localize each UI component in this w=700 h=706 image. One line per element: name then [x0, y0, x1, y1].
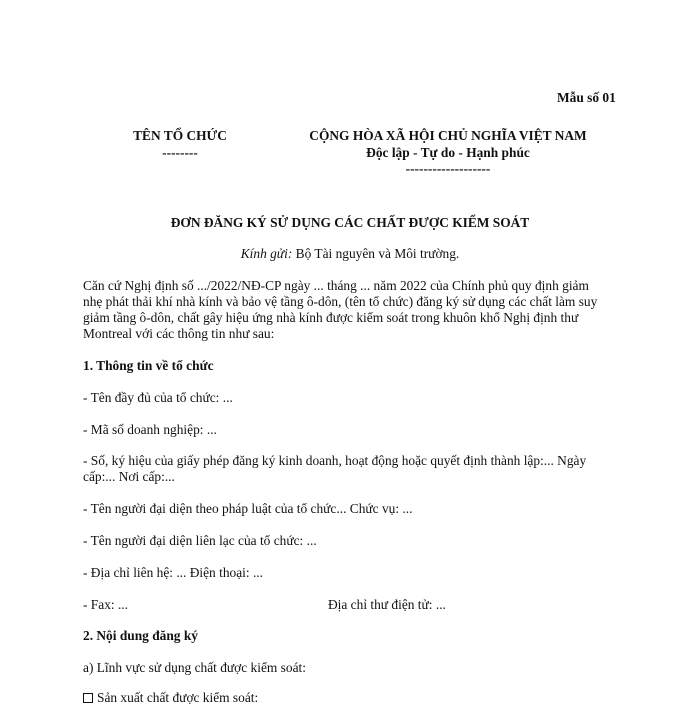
option-production-label: Sản xuất chất được kiểm soát:: [97, 690, 259, 705]
legal-representative-field: - Tên người đại diện theo pháp luật của tổ chức... Chức vụ: ...: [83, 501, 413, 516]
document-title: ĐƠN ĐĂNG KÝ SỬ DỤNG CÁC CHẤT ĐƯỢC KIỂM SOÁT: [170, 215, 530, 230]
license-field: - Số, ký hiệu của giấy phép đăng ký kinh doanh, hoạt động hoặc quyết định thành lập:... Ngày: [83, 453, 587, 468]
form-number: Mẫu số 01: [557, 90, 616, 105]
organization-divider: --------: [162, 145, 198, 160]
section-2-subheading: a) Lĩnh vực sử dụng chất được kiểm soát:: [83, 660, 306, 675]
intro-line-3: giảm tầng ô-dôn, chất gây hiệu ứng nhà kính được kiểm soát trong khuôn khổ Nghị định thư: [83, 310, 579, 325]
intro-line-1: Căn cứ Nghị định số .../2022/NĐ-CP ngày ... tháng ... năm 2022 của Chính phủ quy định giảm: [83, 278, 589, 293]
email-field: Địa chỉ thư điện tử: ...: [328, 597, 446, 612]
organization-name: TÊN TỔ CHỨC: [133, 128, 227, 143]
intro-line-4: Montreal với các thông tin như sau:: [83, 326, 275, 341]
section-1-heading: 1. Thông tin về tổ chức: [83, 358, 214, 373]
license-field-cont: cấp:... Nơi cấp:...: [83, 469, 175, 484]
address-phone-field: - Địa chỉ liên hệ: ... Điện thoại: ...: [83, 565, 263, 580]
nation-name: CỘNG HÒA XÃ HỘI CHỦ NGHĨA VIỆT NAM: [309, 128, 587, 143]
fax-field: - Fax: ...: [83, 597, 129, 612]
contact-representative-field: - Tên người đại diện liên lạc của tổ chức: ...: [83, 533, 317, 548]
business-code-field: - Mã số doanh nghiệp: ...: [83, 422, 217, 437]
recipient-line: [0, 246, 700, 262]
checkbox-icon[interactable]: [83, 693, 93, 703]
intro-line-2: nhẹ phát thải khí nhà kính và bảo vệ tầng ô-dôn, (tên tổ chức) đăng ký sử dụng các chất làm suy: [83, 294, 598, 309]
section-2-heading: 2. Nội dung đăng ký: [83, 628, 198, 643]
nation-motto: Độc lập - Tự do - Hạnh phúc: [366, 145, 530, 160]
option-production[interactable]: [83, 690, 258, 706]
recipient-label: Kính gửi:: [240, 246, 293, 261]
recipient-name: Bộ Tài nguyên và Môi trường.: [295, 246, 460, 261]
nation-divider: -------------------: [405, 161, 491, 176]
org-full-name-field: - Tên đầy đủ của tổ chức: ...: [83, 390, 233, 405]
